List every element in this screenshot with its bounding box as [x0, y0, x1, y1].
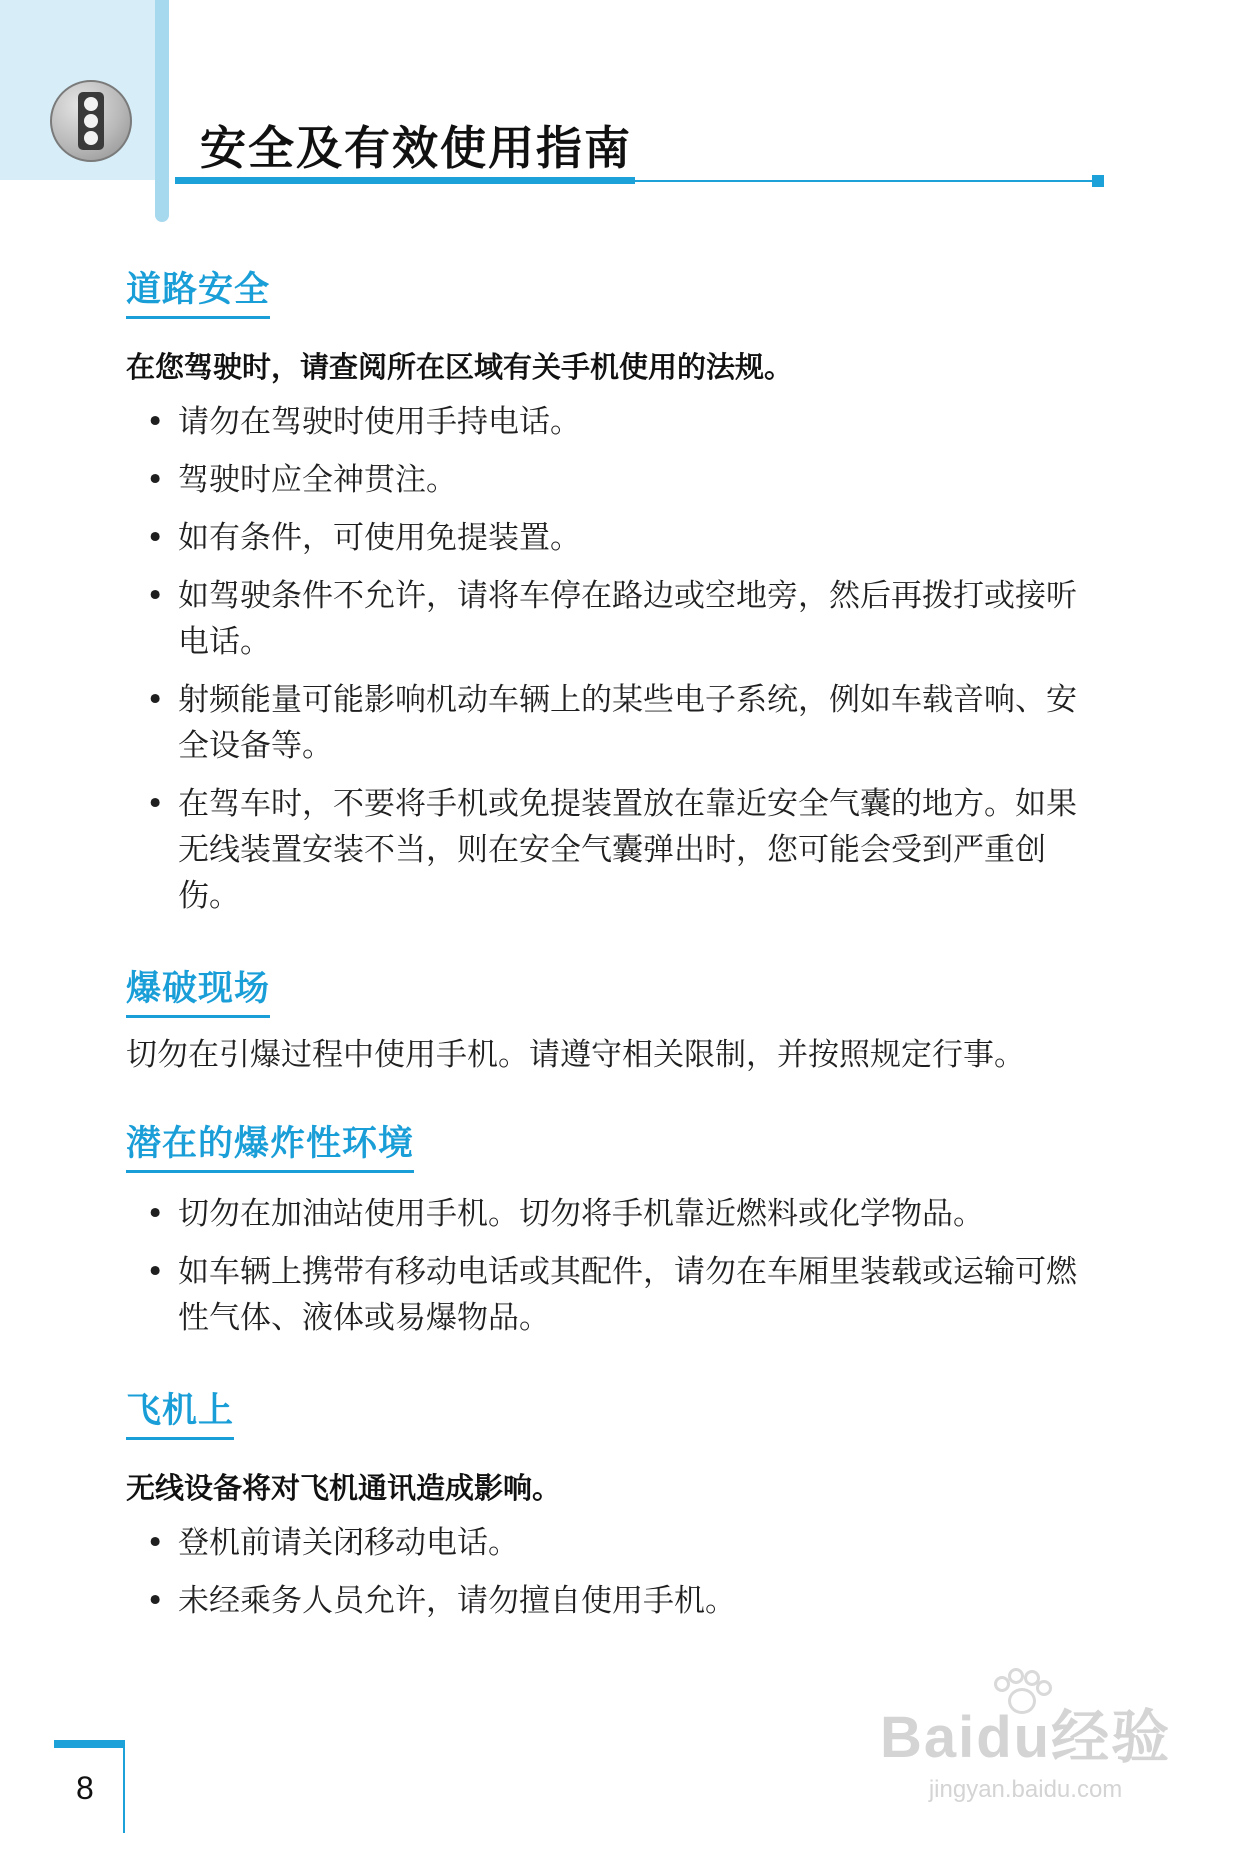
section-heading: 飞机上 — [126, 1383, 234, 1440]
list-item — [126, 1520, 1098, 1566]
list-item-text: 驾驶时应全神贯注。 — [178, 462, 457, 498]
list-item — [126, 781, 1098, 919]
bullet-dot: • — [146, 682, 165, 718]
page-content — [126, 262, 1106, 1666]
list-item-text: 在驾车时，不要将手机或免提装置放在靠近安全气囊的地方。如果无线装置安装不当，则在安全气囊弹出时，您可能会受到严重创伤。 — [178, 786, 1077, 914]
section-paragraph: 切勿在引爆过程中使用手机。请遵守相关限制，并按照规定行事。 — [126, 1037, 1025, 1073]
section-aircraft — [126, 1383, 1106, 1624]
bullet-list — [126, 399, 1106, 919]
list-item-text: 如有条件，可使用免提装置。 — [178, 520, 581, 556]
watermark-brand: Baidu经验 — [880, 1705, 1172, 1770]
bullet-list — [126, 1520, 1106, 1624]
bullet-dot: • — [146, 1254, 165, 1290]
bullet-dot: • — [146, 1583, 165, 1619]
header-corner-bar — [155, 0, 169, 222]
list-item-text: 登机前请关闭移动电话。 — [178, 1525, 519, 1561]
section-explosive-environment — [126, 1116, 1106, 1341]
title-underline-end-square — [1092, 175, 1104, 187]
list-item — [126, 457, 1098, 503]
bullet-dot: • — [146, 1196, 165, 1232]
section-road-safety — [126, 262, 1106, 919]
list-item — [126, 399, 1098, 445]
bullet-dot: • — [146, 786, 165, 822]
bullet-dot: • — [146, 520, 165, 556]
watermark — [880, 1690, 1171, 1804]
bullet-list — [126, 1191, 1106, 1341]
section-lead: 在您驾驶时，请查阅所在区域有关手机使用的法规。 — [126, 350, 794, 384]
list-item-text: 请勿在驾驶时使用手持电话。 — [178, 404, 581, 440]
section-blasting-site — [126, 961, 1106, 1078]
page-number-divider — [123, 1740, 125, 1833]
list-item-text: 未经乘务人员允许，请勿擅自使用手机。 — [178, 1583, 736, 1619]
list-item-text: 如驾驶条件不允许，请将车停在路边或空地旁，然后再拨打或接听电话。 — [178, 578, 1077, 660]
section-heading: 道路安全 — [126, 262, 270, 319]
list-item — [126, 515, 1098, 561]
watermark-url: jingyan.baidu.com — [928, 1776, 1123, 1803]
list-item — [126, 1578, 1098, 1624]
bullet-dot: • — [146, 1525, 165, 1561]
traffic-light-icon — [50, 80, 132, 162]
bullet-dot: • — [146, 404, 165, 440]
list-item-text: 如车辆上携带有移动电话或其配件，请勿在车厢里装载或运输可燃性气体、液体或易爆物品。 — [178, 1254, 1077, 1336]
list-item-text: 射频能量可能影响机动车辆上的某些电子系统，例如车载音响、安全设备等。 — [178, 682, 1077, 764]
list-item — [126, 573, 1098, 665]
list-item — [126, 1249, 1098, 1341]
bullet-dot: • — [146, 462, 165, 498]
section-lead: 无线设备将对飞机通讯造成影响。 — [126, 1471, 562, 1505]
bullet-dot: • — [146, 578, 165, 614]
page-number-bar — [54, 1740, 125, 1748]
list-item-text: 切勿在加油站使用手机。切勿将手机靠近燃料或化学物品。 — [178, 1196, 984, 1232]
list-item — [126, 677, 1098, 769]
title-underline-thin — [635, 180, 1095, 182]
section-heading: 爆破现场 — [126, 961, 270, 1018]
list-item — [126, 1191, 1098, 1237]
title-underline-thick — [175, 177, 635, 184]
page-number: 8 — [76, 1770, 94, 1806]
section-heading: 潜在的爆炸性环境 — [126, 1116, 414, 1173]
chapter-title: 安全及有效使用指南 — [200, 121, 632, 175]
